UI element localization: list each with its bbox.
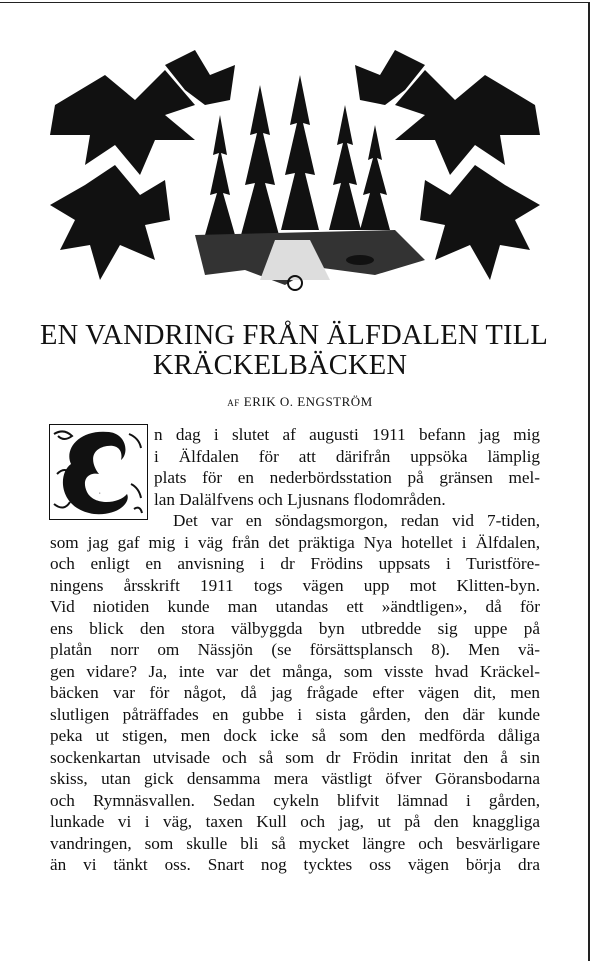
body-line: plats för en nederbördsstation på gränsen mel- [154,468,540,487]
body-line: sockenkartan utvisade och så som dr Frödin inritat den å sin [50,748,540,767]
body-line: n dag i slutet af augusti 1911 befann jag mig [154,425,540,444]
body-line: ningens årsskrift 1911 togs vägen upp mot Klitten-byn. [50,576,540,595]
forest-road-illustration [45,45,545,295]
body-line: bäcken var för något, då jag frågade efter vägen dit, men [50,683,540,702]
body-line: vandringen, som skulle bli så mycket längre och besvärligare [50,834,540,853]
decorative-initial-e [49,424,148,520]
body-line: lunkade vi i väg, taxen Kull och jag, ut på den knaggliga [50,812,540,831]
author-name: ERIK O. ENGSTRÖM [243,394,373,409]
body-line: lan Dalälfvens och Ljusnans flodområden. [154,490,446,509]
byline [0,394,600,410]
body-line: ens blick den stora välbyggda byn utbredde sig uppe på [50,619,540,638]
article-title-line1: EN VANDRING FRÅN ÄLFDALEN TILL [40,320,548,351]
body-line: än vi tänkt oss. Snart nog tycktes oss vägen börja dra [50,855,540,874]
body-line: och Rymnäsvallen. Sedan cykeln blifvit lämnad i gården, [50,791,540,810]
dog [346,255,374,265]
article-title-line2: KRÄCKELBÄCKEN [152,350,408,381]
body-line: Det var en söndagsmorgon, redan vid 7-tiden, [173,511,540,530]
body-line: skiss, utan gick densamma mera västligt öfver Göransbodarna [50,769,540,788]
body-line: som jag gaf mig i väg från det präktiga Nya hotellet i Älfdalen, [50,533,540,552]
body-line: platån norr om Nässjön (se försättsplansch 8). Men vä- [50,640,540,659]
body-line: peka ut stigen, men dock icke så som den medförda dåliga [50,726,540,745]
initial-letter-text: E [99,493,101,495]
body-line: slutligen påträffades en gubbe i sista gården, den där kunde [50,705,540,724]
body-line: i Älfdalen för att därifrån uppsöka lämplig [154,447,540,466]
page-border-right [588,2,590,961]
body-line: gen vidare? Ja, inte var det många, som visste hvad Kräckel- [50,662,540,681]
page-border-top [0,2,590,3]
byline-prefix: AF [227,398,240,408]
body-line: och enligt en anvisning i dr Frödins uppsats i Turistföre- [50,554,540,573]
body-line: Vid niotiden kunde man utandas ett »ändtligen», då för [50,597,540,616]
